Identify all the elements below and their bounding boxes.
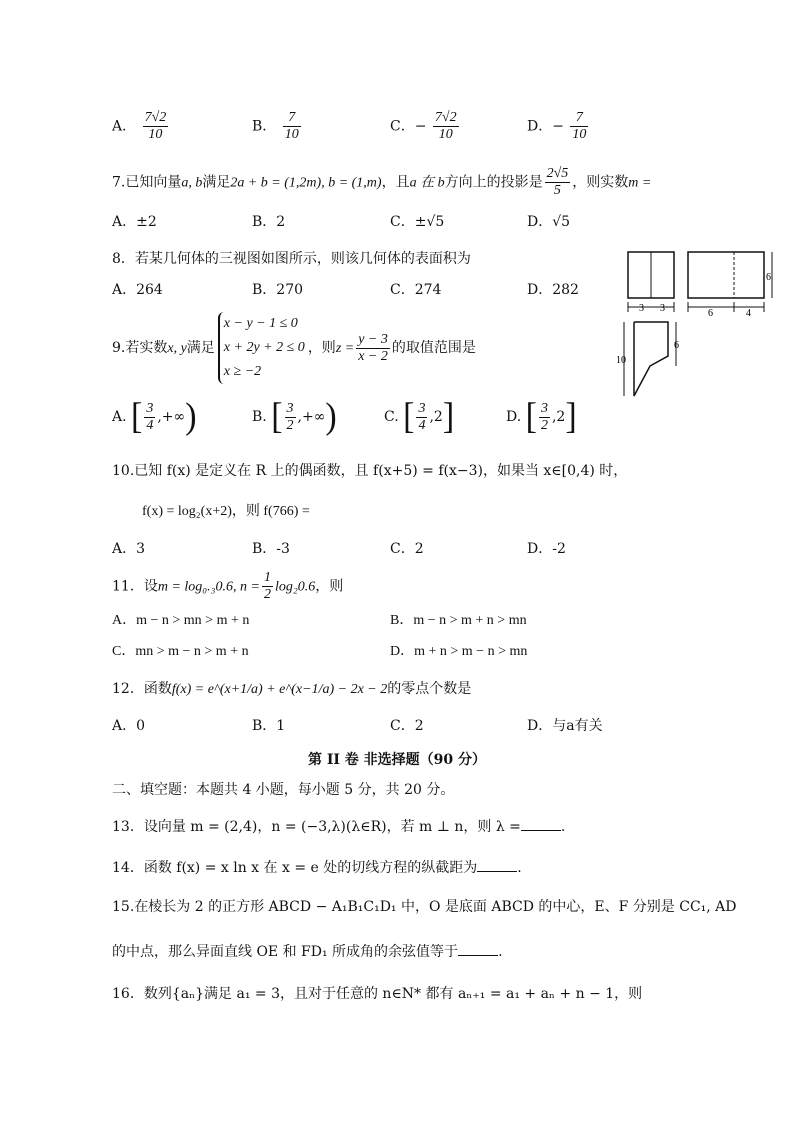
- fraction: [285, 401, 296, 434]
- fraction: [433, 110, 459, 143]
- q8-stem: 8．若某几何体的三视图如图所示，则该几何体的表面积为: [112, 251, 471, 267]
- option-label: D．−: [527, 118, 564, 135]
- frac-num: 1: [263, 570, 271, 585]
- dim-label: 4: [746, 308, 751, 319]
- section-heading: 二、填空题：本题共 4 小题，每小题 5 分，共 20 分。: [112, 782, 455, 798]
- frac-den: 10: [284, 127, 299, 142]
- frac-num: 7: [570, 110, 588, 127]
- bracket: [: [525, 396, 537, 437]
- frac-num: 3: [286, 400, 294, 416]
- answer-blank: [477, 857, 517, 872]
- frac-den: 4: [418, 417, 426, 433]
- frac-num: y − 3: [358, 331, 388, 347]
- q13-stem: 13．设向量 m = (2,4)，n = (−3,λ)(λ∈R)，若 m ⊥ n，则 λ = .: [112, 816, 565, 836]
- fraction: [570, 110, 588, 143]
- interval-rest: ,2: [429, 409, 443, 425]
- q15-text: 的中点，那么异面直线 OE 和 FD₁ 所成角的余弦值等于: [112, 944, 459, 960]
- dim-label: 10: [616, 355, 626, 366]
- frac-num: 2√5: [546, 166, 569, 181]
- q7-option-c: C．±√5: [390, 214, 445, 230]
- q7-stem: [112, 166, 651, 199]
- q10-option-d: D．-2: [527, 541, 566, 557]
- q9-option-b: [252, 396, 337, 437]
- q8-option-d: D．282: [527, 282, 579, 298]
- answer-blank: [521, 816, 561, 831]
- q12-option-b: B．1: [252, 718, 286, 734]
- q7-option-a: A．±2: [112, 214, 157, 230]
- option-label: A．: [112, 118, 137, 135]
- frac-num: 7: [283, 110, 301, 127]
- q7-proj: a 在 b: [409, 175, 445, 191]
- q7-var: m =: [628, 175, 652, 191]
- q12-text: 的零点个数是: [387, 681, 472, 697]
- q9-vars: x, y: [167, 341, 187, 356]
- frac-num: 3: [146, 400, 154, 416]
- frac-den: 2: [286, 417, 294, 433]
- frac-den: 10: [438, 127, 453, 142]
- q12-option-c: C．2: [390, 718, 424, 734]
- frac-num: 7√2: [144, 110, 167, 125]
- q12-option-d: D．与a有关: [527, 718, 603, 734]
- q14-text: 14．函数 f(x) = x ln x 在 x = e 处的切线方程的纵截距为: [112, 860, 478, 876]
- top-view: [634, 322, 668, 396]
- frac-den: 4: [146, 417, 154, 433]
- q10-option-c: C．2: [390, 541, 424, 557]
- fraction: [539, 401, 550, 434]
- q9-option-a: [112, 396, 197, 437]
- q9-z: z =: [335, 341, 355, 356]
- q9-option-c: [384, 396, 455, 437]
- q14-stem: 14．函数 f(x) = x ln x 在 x = e 处的切线方程的纵截距为 .: [112, 857, 522, 877]
- dim-label: 6: [708, 308, 713, 319]
- q7-option-d: D．√5: [527, 214, 571, 230]
- q6-option-c: [390, 110, 461, 143]
- q10-option-b: B．-3: [252, 541, 290, 557]
- q7-text: 7.已知向量: [112, 174, 182, 191]
- frac-num: 7√2: [434, 110, 457, 125]
- q6-option-a: [112, 110, 170, 143]
- q13-text: 13．设向量 m = (2,4)，n = (−3,λ)(λ∈R)，若 m ⊥ n，则 λ =: [112, 819, 521, 835]
- q10-stem-line1: 10.已知 f(x) 是定义在 R 上的偶函数，且 f(x+5) = f(x−3)，如果当 x∈[0,4) 时，: [112, 463, 628, 479]
- bracket: [: [131, 396, 143, 437]
- fraction: [416, 401, 427, 434]
- q11-option-b: B．m − n > m + n > mn: [390, 613, 527, 628]
- q8-option-a: A．264: [112, 282, 163, 298]
- frac-den: 10: [572, 127, 587, 142]
- fraction: [144, 401, 155, 434]
- q11-eq: m = log₀.₃0.6, n =: [157, 579, 260, 595]
- side-view: [688, 252, 764, 298]
- q7-text: ，且: [381, 174, 410, 191]
- bracket: ): [325, 396, 337, 437]
- q8-option-b: B．270: [252, 282, 304, 298]
- q9-text: ，则: [307, 340, 336, 356]
- constraint: x + 2y + 2 ≤ 0: [223, 340, 305, 355]
- q7-equation: 2a + b = (1,2m), b = (1,m): [230, 175, 382, 191]
- q9-text: 的取值范围是: [391, 340, 476, 356]
- option-label: D.: [506, 409, 522, 425]
- dim-label: 6: [674, 340, 679, 351]
- q7-option-b: B．2: [252, 214, 286, 230]
- q9-fraction: [356, 332, 390, 365]
- fraction: [283, 110, 301, 143]
- answer-blank: [458, 941, 498, 956]
- bracket: ]: [565, 396, 577, 437]
- dim-label: 6: [766, 272, 771, 283]
- q12-eq: f(x) = e^(x+1/a) + e^(x−1/a) − 2x − 2: [171, 682, 388, 697]
- fraction: [143, 110, 169, 143]
- constraint: x ≥ −2: [223, 364, 262, 379]
- q7-text: ，则实数: [572, 174, 629, 191]
- q9-stem: [112, 312, 476, 384]
- bracket: ): [185, 396, 197, 437]
- q8-option-c: C．274: [390, 282, 442, 298]
- interval-rest: ,2: [551, 409, 566, 425]
- q9-text: 满足: [186, 340, 215, 356]
- q15-stem-line1: 15.在棱长为 2 的正方形 ABCD − A₁B₁C₁D₁ 中，O 是底面 ABCD 的中心，E、F 分别是 CC₁, AD: [112, 899, 737, 915]
- option-label: B.: [252, 409, 267, 425]
- frac-num: 3: [418, 400, 426, 416]
- interval-rest: ,+∞: [297, 409, 326, 425]
- q7-vars: a, b: [181, 175, 203, 191]
- frac-num: 3: [540, 400, 548, 416]
- frac-den: 2: [540, 417, 548, 433]
- q6-option-d: [527, 110, 590, 143]
- bracket: ]: [442, 396, 455, 437]
- dim-label: 3: [639, 303, 644, 314]
- q9-text: 9.若实数: [112, 340, 168, 356]
- q12-text: 12．函数: [112, 681, 172, 697]
- q7-text: 满足: [202, 174, 231, 191]
- bracket: [: [403, 396, 415, 437]
- frac-den: x − 2: [358, 348, 388, 364]
- three-view-figure: [612, 244, 784, 404]
- frac-den: 2: [263, 587, 271, 602]
- bracket: [: [271, 396, 283, 437]
- q11-option-a: A．m − n > mn > m + n: [112, 613, 250, 628]
- frac-den: 5: [553, 183, 561, 198]
- q6-option-b: [252, 110, 303, 143]
- option-label: C.: [384, 409, 399, 425]
- q10-option-a: A．3: [112, 541, 146, 557]
- option-label: B．: [252, 118, 277, 135]
- q12-stem: [112, 680, 471, 699]
- constraint: x − y − 1 ≤ 0: [223, 316, 298, 331]
- q11-option-c: C．mn > m − n > m + n: [112, 644, 249, 659]
- section-title: 第 II 卷 非选择题（90 分）: [307, 752, 487, 768]
- q15-stem-line2: 的中点，那么异面直线 OE 和 FD₁ 所成角的余弦值等于 .: [112, 941, 503, 961]
- q12-option-a: A．0: [112, 718, 146, 734]
- q11-option-d: D．m + n > m − n > mn: [390, 644, 528, 659]
- dim-label: 3: [660, 303, 665, 314]
- q11-eq: log₂0.6: [274, 579, 316, 595]
- q11-fraction: [262, 570, 273, 603]
- q7-fraction: [545, 166, 571, 199]
- q11-stem: [112, 570, 343, 603]
- q11-text: ，则: [315, 578, 344, 595]
- q10-stem-line2: f(x) = log₂(x+2)，则 f(766) =: [142, 504, 310, 519]
- frac-den: 10: [148, 127, 163, 142]
- option-label: C．−: [390, 118, 427, 135]
- q9-system: [218, 312, 305, 384]
- q9-option-d: [506, 396, 577, 437]
- interval-rest: ,+∞: [157, 409, 186, 425]
- q11-text: 11．设: [112, 578, 158, 595]
- q7-text: 方向上的投影是: [444, 174, 543, 191]
- option-label: A.: [112, 409, 127, 425]
- q16-stem: 16．数列{aₙ}满足 a₁ = 3，且对于任意的 n∈N* 都有 aₙ₊₁ = a₁ + aₙ + n − 1，则: [112, 986, 643, 1002]
